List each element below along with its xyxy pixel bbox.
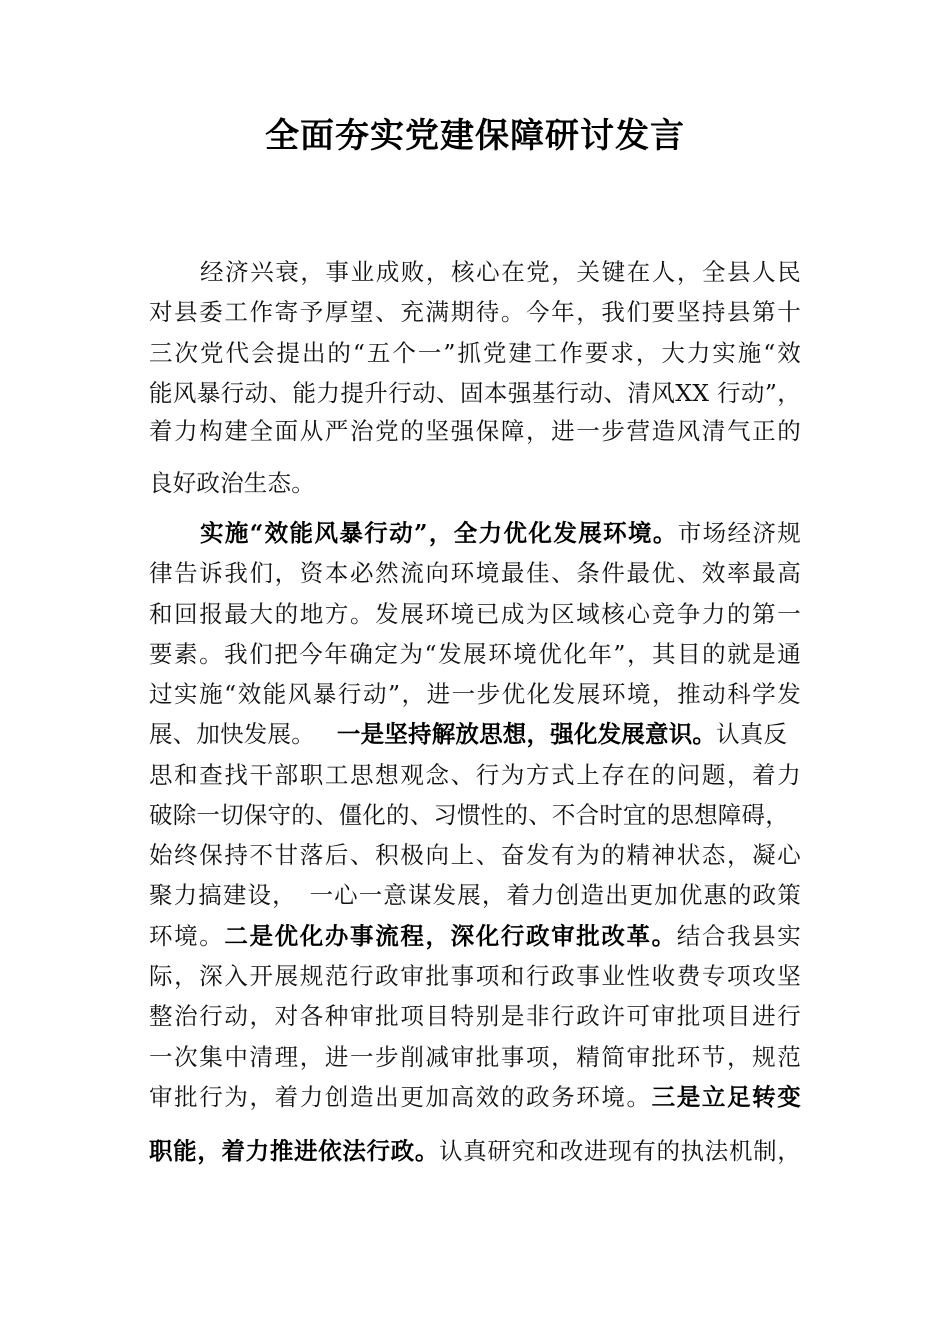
point-three-heading: 职能，着力推进依法行政。 xyxy=(149,1137,439,1165)
body-text: 认真反 xyxy=(716,720,788,748)
body-text: 结合我县实 xyxy=(676,922,802,950)
paragraph-line: 良好政治生态。 xyxy=(149,469,315,497)
paragraph-line: 对县委工作寄予厚望、充满期待。今年，我们要坚持县第十 xyxy=(149,298,801,326)
paragraph-line: 三次党代会提出的“五个一”抓党建工作要求，大力实施“效 xyxy=(149,339,801,367)
paragraph-line xyxy=(149,717,801,751)
paragraph-line: 过实施“效能风暴行动”，进一步优化发展环境，推动科学发 xyxy=(149,680,801,708)
body-text: 审批行为，着力创造出更加高效的政务环境。 xyxy=(149,1083,652,1111)
paragraph-line: 和回报最大的地方。发展环境已成为区域核心竞争力的第一 xyxy=(149,600,801,628)
paragraph-line: 际，深入开展规范行政审批事项和行政事业性收费专项攻坚 xyxy=(149,962,801,990)
paragraph-line: 聚力搞建设， 一心一意谋发展，着力创造出更加优惠的政策 xyxy=(149,881,801,909)
point-two-heading: 二是优化办事流程，深化行政审批改革。 xyxy=(224,922,677,950)
paragraph-line xyxy=(149,1080,801,1114)
paragraph-line: 整治行动，对各种审批项目特别是非行政许可审批项目进行 xyxy=(149,1002,801,1030)
paragraph-line: 始终保持不甘落后、积极向上、奋发有为的精神状态，凝心 xyxy=(149,841,801,869)
body-text: 展、加快发展。 xyxy=(149,720,315,748)
body-text: 环境。 xyxy=(149,922,225,950)
paragraph-line: 一次集中清理，进一步削减审批事项，精简审批环节，规范 xyxy=(149,1043,801,1071)
section-heading: 实施“效能风暴行动”，全力优化发展环境。 xyxy=(200,519,678,547)
document-title: 全面夯实党建保障研讨发言 xyxy=(265,116,685,156)
paragraph-line: 要素。我们把今年确定为“发展环境优化年”，其目的就是通 xyxy=(149,640,801,668)
point-one-heading: 一是坚持解放思想，强化发展意识。 xyxy=(336,720,717,748)
point-three-heading: 三是立足转变 xyxy=(651,1083,801,1111)
paragraph-line xyxy=(149,1134,801,1168)
body-text: 市场经济规 xyxy=(677,519,801,547)
body-text: 认真研究和改进现有的执法机制， xyxy=(438,1137,801,1165)
paragraph-line xyxy=(149,919,801,953)
paragraph-line: 破除一切保守的、僵化的、习惯性的、不合时宜的思想障碍， xyxy=(149,801,789,829)
paragraph-line: 能风暴行动、能力提升行动、固本强基行动、清风XX 行动”， xyxy=(149,379,801,407)
paragraph-line: 思和查找干部职工思想观念、行为方式上存在的问题，着力 xyxy=(149,761,801,789)
paragraph-line: 着力构建全面从严治党的坚强保障，进一步营造风清气正的 xyxy=(149,417,801,445)
paragraph-line xyxy=(200,516,801,550)
paragraph-line: 律告诉我们，资本必然流向环境最佳、条件最优、效率最高 xyxy=(149,559,801,587)
paragraph-line: 经济兴衰，事业成败，核心在党，关键在人，全县人民 xyxy=(200,258,801,286)
